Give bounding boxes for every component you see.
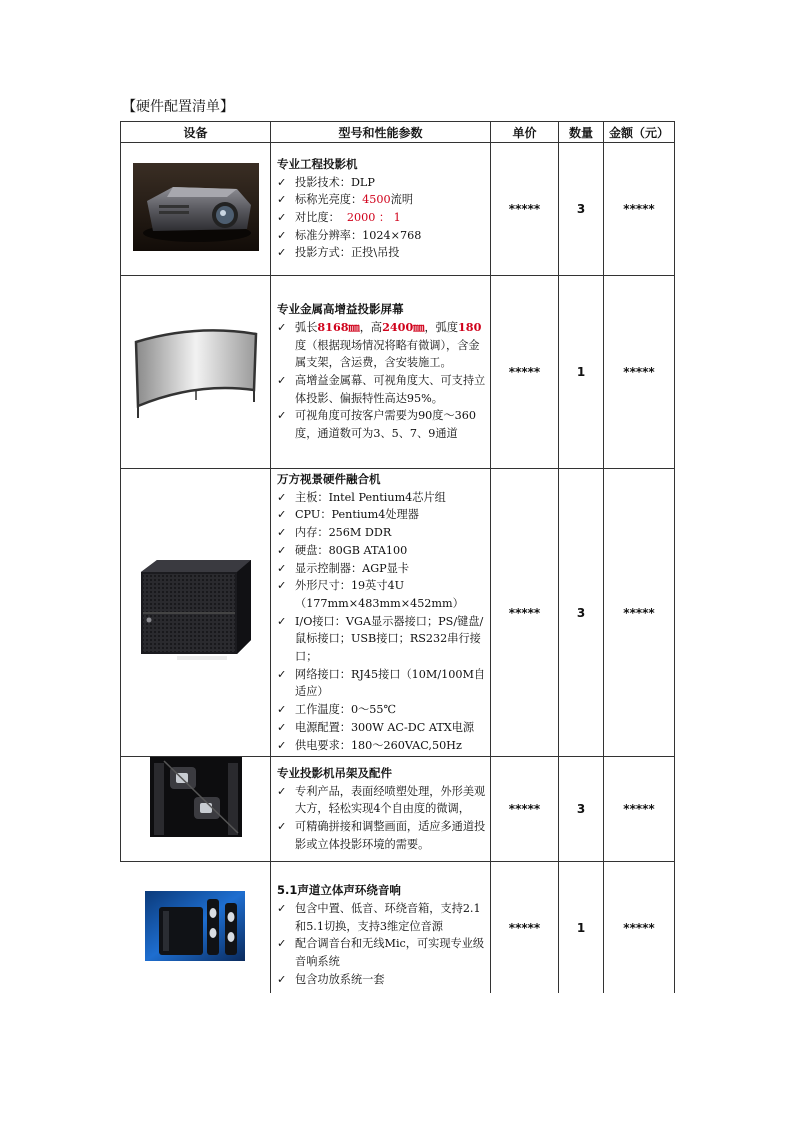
device-image-cell xyxy=(121,469,271,757)
spec-list xyxy=(277,319,486,443)
amount: ***** xyxy=(604,143,675,276)
device-image-cell xyxy=(121,862,271,993)
spec-item: ✓ 专利产品，表面经喷塑处理，外形美观大方，轻松实现4个自由度的微调， xyxy=(277,784,486,816)
check-icon: ✓ xyxy=(277,320,287,334)
check-icon: ✓ xyxy=(277,720,287,734)
device-image-cell xyxy=(121,143,271,276)
check-icon: ✓ xyxy=(277,561,287,575)
curved-screen-image xyxy=(130,320,262,420)
check-icon: ✓ xyxy=(277,579,287,593)
table-row xyxy=(121,757,675,862)
hardware-table xyxy=(120,121,675,993)
spec-item: ✓ I/O接口：VGA显示器接口；PS/键盘/鼠标接口；USB接口；RS232串行接口； xyxy=(277,614,484,664)
spec-item: ✓ 配合调音台和无线Mic，可实现专业级音响系统 xyxy=(277,937,485,969)
quantity: 3 xyxy=(559,469,604,757)
check-icon: ✓ xyxy=(277,784,287,798)
spec-item: ✓ CPU：Pentium4处理器 xyxy=(277,506,486,524)
product-title: 万方视景硬件融合机 xyxy=(277,472,381,486)
check-icon: ✓ xyxy=(277,409,287,423)
model-params-cell xyxy=(271,862,491,993)
check-icon: ✓ xyxy=(277,526,287,540)
spec-item: ✓ 工作温度：0～55℃ xyxy=(277,701,486,719)
spec-list xyxy=(277,900,486,989)
spec-item: ✓ 可视角度可按客户需要为90度～360度，通道数可为3、5、7、9通道 xyxy=(277,409,477,441)
unit-price: ***** xyxy=(491,757,559,862)
unit-price: ***** xyxy=(491,276,559,469)
header-amount: 金额（元） xyxy=(604,122,675,143)
table-header-row xyxy=(121,122,675,143)
projector-mount-image xyxy=(150,757,242,837)
spec-item: ✓ 高增益金属幕、可视角度大、可支持立体投影、偏振特性高达95%。 xyxy=(277,374,486,405)
check-icon: ✓ xyxy=(277,228,287,242)
quantity: 3 xyxy=(559,143,604,276)
spec-item: ✓ 包含功放系统一套 xyxy=(277,971,486,989)
check-icon: ✓ xyxy=(277,508,287,522)
product-title: 5.1声道立体声环绕音响 xyxy=(277,883,401,898)
check-icon: ✓ xyxy=(277,972,287,986)
header-qty: 数量 xyxy=(559,122,604,143)
quantity: 3 xyxy=(559,757,604,862)
check-icon: ✓ xyxy=(277,211,287,224)
rack-server-image xyxy=(137,558,255,664)
model-params-cell xyxy=(271,143,491,276)
spec-item: ✓ 电源配置：300W AC-DC ATX电源 xyxy=(277,719,486,737)
unit-price: ***** xyxy=(491,143,559,276)
quantity: 1 xyxy=(559,862,604,993)
spec-item: ✓ 弧长8168㎜，高2400㎜，弧度180度（根据现场情况将略有微调），含金属支架，含运费，含安装施工。 xyxy=(277,319,482,370)
check-icon: ✓ xyxy=(277,738,287,752)
amount: ***** xyxy=(604,757,675,862)
check-icon: ✓ xyxy=(277,374,287,387)
table-row xyxy=(121,143,675,276)
check-icon: ✓ xyxy=(277,901,287,915)
spec-item: ✓ 内存：256M DDR xyxy=(277,524,486,542)
product-title: 专业投影机吊架及配件 xyxy=(277,765,392,780)
spec-list xyxy=(277,174,486,263)
check-icon: ✓ xyxy=(277,667,287,681)
header-device: 设备 xyxy=(121,122,271,143)
amount: ***** xyxy=(604,862,675,993)
product-title: 专业工程投影机 xyxy=(277,156,358,171)
projector-image xyxy=(133,163,259,251)
device-image-cell xyxy=(121,276,271,469)
check-icon: ✓ xyxy=(277,490,287,504)
device-image-cell xyxy=(121,757,271,862)
check-icon: ✓ xyxy=(277,543,287,557)
spec-item: ✓ 网络接口：RJ45接口（10M/100M自适应） xyxy=(277,667,486,699)
check-icon: ✓ xyxy=(277,175,287,189)
unit-price: ***** xyxy=(491,469,559,757)
spec-list xyxy=(277,489,486,755)
speakers-image xyxy=(145,891,245,961)
spec-item: ✓ 供电要求：180～260VAC,50Hz xyxy=(277,737,486,755)
check-icon: ✓ xyxy=(277,937,287,951)
amount: ***** xyxy=(604,276,675,469)
model-params-cell xyxy=(271,757,491,862)
spec-item: ✓ 外形尺寸：19英寸4U（177mm×483mm×452mm） xyxy=(277,579,464,610)
unit-price: ***** xyxy=(491,862,559,993)
check-icon: ✓ xyxy=(277,820,287,834)
check-icon: ✓ xyxy=(277,614,287,628)
check-icon: ✓ xyxy=(277,703,287,717)
page-title: 【硬件配置清单】 xyxy=(122,99,234,115)
header-price: 单价 xyxy=(491,122,559,143)
spec-item: ✓ 可精确拼接和调整画面，适应多通道投影或立体投影环境的需要。 xyxy=(277,820,486,851)
quantity: 1 xyxy=(559,276,604,469)
spec-list xyxy=(277,783,486,854)
model-params-cell xyxy=(271,276,491,469)
spec-item: ✓ 投影技术：DLP xyxy=(277,174,486,192)
spec-item: ✓ 标准分辨率：1024×768 xyxy=(277,227,486,245)
spec-item: ✓ 主板：Intel Pentium4芯片组 xyxy=(277,489,486,507)
spec-item: ✓ 标称光亮度：4500流明 xyxy=(277,191,486,209)
product-title: 专业金属高增益投影屏幕 xyxy=(277,302,404,317)
table-row xyxy=(121,862,675,993)
check-icon: ✓ xyxy=(277,193,287,207)
table-row xyxy=(121,276,675,469)
spec-item: ✓ 包含中置、低音、环绕音箱，支持2.1和5.1切换，支持3维定位音源 xyxy=(277,901,481,933)
table-row xyxy=(121,469,675,757)
spec-item: ✓ 对比度： 2000 ： 1 xyxy=(277,209,486,227)
model-params-cell xyxy=(271,469,491,757)
spec-item: ✓ 硬盘：80GB ATA100 xyxy=(277,542,486,560)
check-icon: ✓ xyxy=(277,246,287,260)
spec-item: ✓ 显示控制器：AGP显卡 xyxy=(277,560,486,578)
amount: ***** xyxy=(604,469,675,757)
header-model: 型号和性能参数 xyxy=(271,122,491,143)
spec-item: ✓ 投影方式：正投\吊投 xyxy=(277,244,486,262)
